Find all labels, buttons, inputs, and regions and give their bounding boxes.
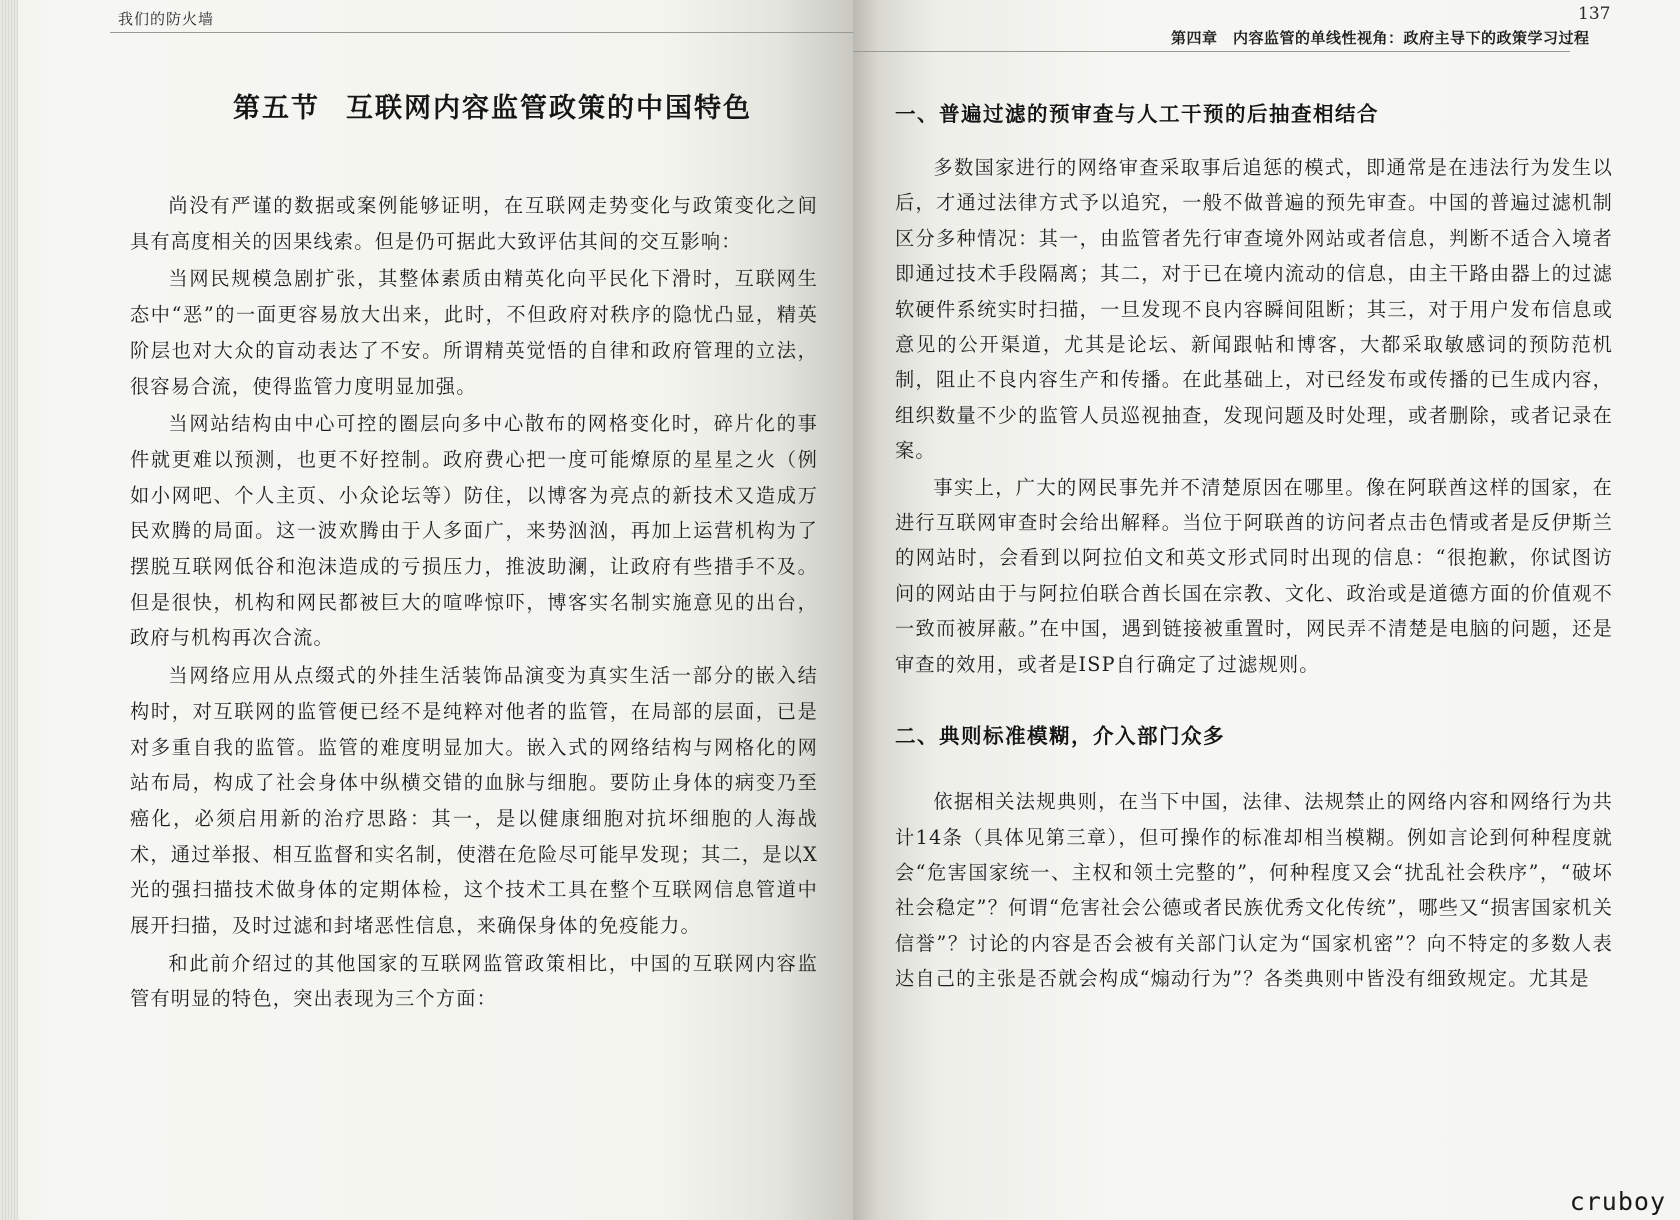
section-title-text: 互联网内容监管政策的中国特色 xyxy=(346,93,752,124)
page-number: 137 xyxy=(1578,4,1611,24)
page-edge-stack xyxy=(0,0,18,1220)
paragraph: 事实上，广大的网民事先并不清楚原因在哪里。像在阿联酋这样的国家，在进行互联网审查时会给出解释。当位于阿联酋的访问者点击色情或者是反伊斯兰的网站时，会看到以阿拉伯文和英文形式同时出现的信息：“很抱歉，你试图访问的网站由于与阿拉伯联合酋长国在宗教、文化、政治或是道德方面的价值观不一致而被屏蔽。”在中国，遇到链接被重置时，网民弄不清楚是电脑的问题，还是审查的效用，或者是ISP自行确定了过滤规则。 xyxy=(895,475,1613,676)
paragraph: 依据相关法规典则，在当下中国，法律、法规禁止的网络内容和网络行为共计14条（具体见第三章），但可操作的标准却相当模糊。例如言论到何种程度就会“危害国家统一、主权和领土完整的”，何种程度又会“扰乱社会秩序”，“破坏社会稳定”？何谓“危害社会公德或者民族优秀文化传统”，哪些又“损害国家机关信誉”？讨论的内容是否会被有关部门认定为“国家机密”？向不特定的多数人表达自己的主张是否就会构成“煽动行为”？各类典则中皆没有细致规定。尤其是 xyxy=(895,790,1613,991)
subsection-heading-2: 二、典则标准模糊，介入部门众多 xyxy=(895,724,1225,749)
header-rule xyxy=(853,51,1570,52)
subsection-heading-1: 一、普遍过滤的预审查与人工干预的后抽查相结合 xyxy=(895,102,1379,126)
left-body-text xyxy=(130,188,818,1019)
section-number: 第五节 xyxy=(233,93,320,124)
paragraph: 和此前介绍过的其他国家的互联网监管政策相比，中国的互联网内容监管有明显的特色，突出表现为三个方面： xyxy=(130,951,818,1011)
running-head-left: 我们的防火墙 xyxy=(118,10,215,28)
paragraph: 当网民规模急剧扩张，其整体素质由精英化向平民化下滑时，互联网生态中“恶”的一面更容易放大出来，此时，不但政府对秩序的隐忧凸显，精英阶层也对大众的盲动表达了不安。所谓精英觉悟的自律和政府管理的立法，很容易合流，使得监管力度明显加强。 xyxy=(130,267,818,398)
section-title xyxy=(233,86,752,125)
paragraph: 多数国家进行的网络审查采取事后追惩的模式，即通常是在违法行为发生以后，才通过法律方式予以追究，一般不做普遍的预先审查。中国的普遍过滤机制区分多种情况：其一，由监管者先行审查境外网站或者信息，判断不适合入境者即通过技术手段隔离；其二，对于已在境内流动的信息，由主干路由器上的过滤软硬件系统实时扫描，一旦发现不良内容瞬间阻断；其三，对于用户发布信息或意见的公开渠道，尤其是论坛、新闻跟帖和博客，大都采取敏感词的预防范机制，阻止不良内容生产和传播。在此基础上，对已经发布或传播的已生成内容，组织数量不少的监管人员巡视抽查，发现问题及时处理，或者删除，或者记录在案。 xyxy=(895,156,1613,463)
paragraph: 当网站结构由中心可控的圈层向多中心散布的网格变化时，碎片化的事件就更难以预测，也更不好控制。政府费心把一度可能燎原的星星之火（例如小网吧、个人主页、小众论坛等）防住，以博客为亮点的新技术又造成万民欢腾的局面。这一波欢腾由于人多面广，来势汹汹，再加上运营机构为了摆脱互联网低谷和泡沫造成的亏损压力，推波助澜，让政府有些措手不及。但是很快，机构和网民都被巨大的喧哗惊吓，博客实名制实施意见的出台，政府与机构再次合流。 xyxy=(130,412,818,650)
right-page xyxy=(853,0,1680,1220)
header-rule xyxy=(110,32,853,33)
running-head-right: 第四章 内容监管的单线性视角：政府主导下的政策学习过程 xyxy=(1171,29,1590,47)
paragraph: 尚没有严谨的数据或案例能够证明，在互联网走势变化与政策变化之间具有高度相关的因果线索。但是仍可据此大致评估其间的交互影响： xyxy=(130,194,818,253)
right-body-text xyxy=(895,94,1613,998)
paragraph: 当网络应用从点缀式的外挂生活装饰品演变为真实生活一部分的嵌入结构时，对互联网的监管便已经不是纯粹对他者的监管，在局部的层面，已是对多重自我的监管。监管的难度明显加大。嵌入式的网络结构与网格化的网站布局，构成了社会身体中纵横交错的血脉与细胞。要防止身体的病变乃至癌化，必须启用新的治疗思路：其一，是以健康细胞对抗坏细胞的人海战术，通过举报、相互监督和实名制，使潜在危险尽可能早发现；其二，是以X光的强扫描技术做身体的定期体检，这个技术工具在整个互联网信息管道中展开扫描，及时过滤和封堵恶性信息，来确保身体的免疫能力。 xyxy=(130,664,818,938)
watermark: cruboy xyxy=(1569,1187,1666,1216)
